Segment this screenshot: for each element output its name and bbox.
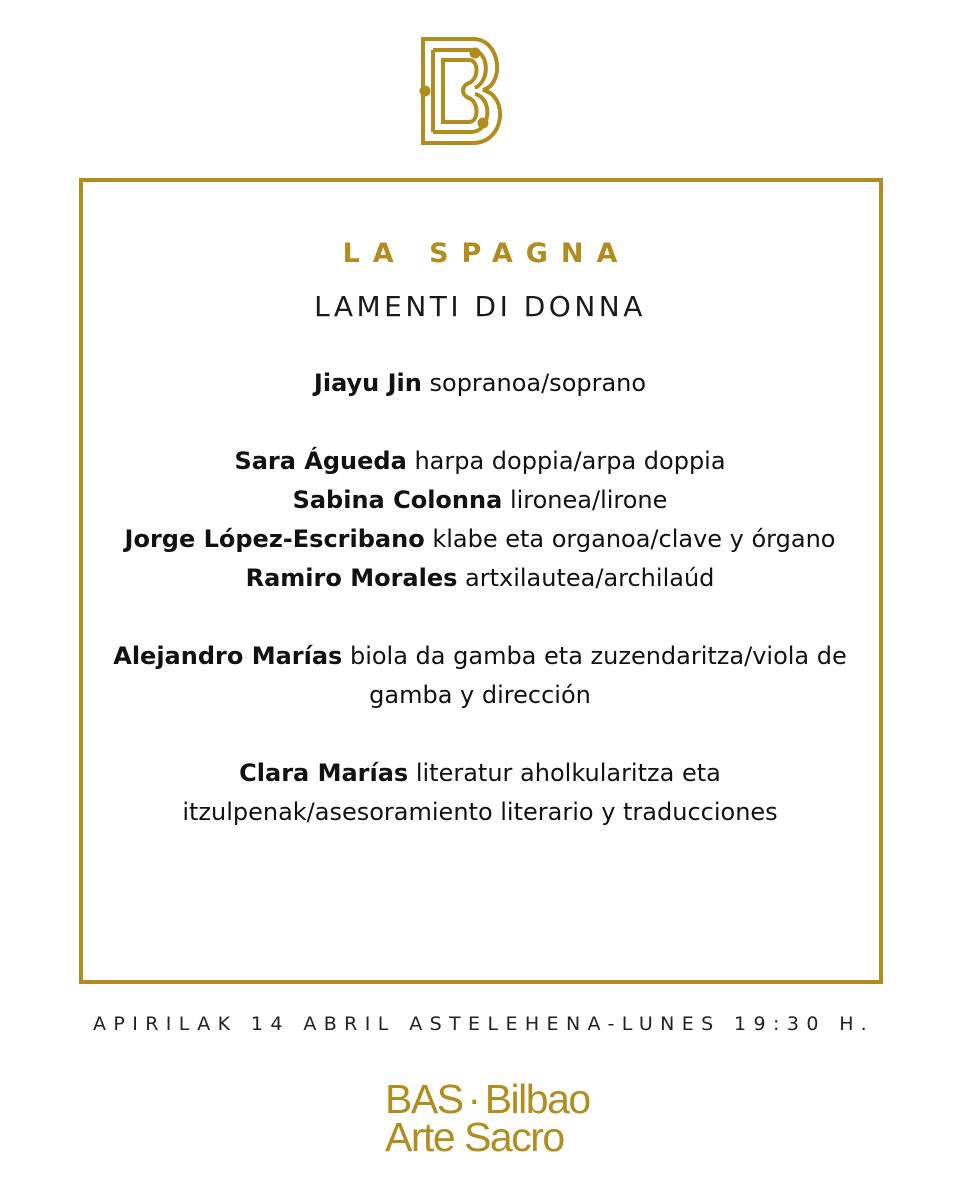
wordmark-line-2: Arte Sacro [385, 1114, 564, 1160]
credit-viola-director [95, 637, 865, 715]
performer-role: harpa doppia/arpa doppia [414, 447, 726, 475]
bas-wordmark [385, 1076, 590, 1160]
performer-role: literatur aholkularitza eta itzulpenak/asesoramiento literario y traducciones [182, 759, 778, 826]
bas-b-logo-icon [413, 36, 519, 146]
credit-soprano [95, 364, 865, 403]
credit-harpsichord [95, 520, 865, 559]
credits-list [95, 364, 865, 832]
credit-literary-advisor [95, 754, 865, 832]
performer-name: Sara Águeda [234, 447, 407, 475]
performer-role: sopranoa/soprano [429, 369, 647, 397]
credit-harp [95, 442, 865, 481]
performer-name: Alejandro Marías [113, 642, 343, 670]
credit-archlute [95, 559, 865, 598]
performer-name: Jiayu Jin [313, 369, 422, 397]
performer-role: biola da gamba eta zuzendaritza/viola de gamba y dirección [349, 642, 847, 709]
event-datetime: APIRILAK 14 ABRIL ASTELEHENA-LUNES 19:30 H. [92, 1013, 875, 1035]
performer-role: artxilautea/archilaúd [465, 564, 715, 592]
credit-lirone [95, 481, 865, 520]
performer-name: Sabina Colonna [292, 486, 503, 514]
performer-role: klabe eta organoa/clave y órgano [432, 525, 836, 553]
program-subtitle: LAMENTI DI DONNA [314, 290, 646, 323]
performer-name: Clara Marías [239, 759, 409, 787]
program-title: LA SPAGNA [342, 238, 631, 269]
performer-role: lironea/lirone [509, 486, 668, 514]
wordmark-dot: · [467, 1076, 480, 1122]
wordmark-bilbao: Bilbao [484, 1076, 590, 1122]
performer-name: Ramiro Morales [245, 564, 458, 592]
wordmark-bas: BAS [385, 1076, 463, 1122]
performer-name: Jorge López-Escribano [124, 525, 425, 553]
wordmark-line-1 [385, 1076, 590, 1122]
